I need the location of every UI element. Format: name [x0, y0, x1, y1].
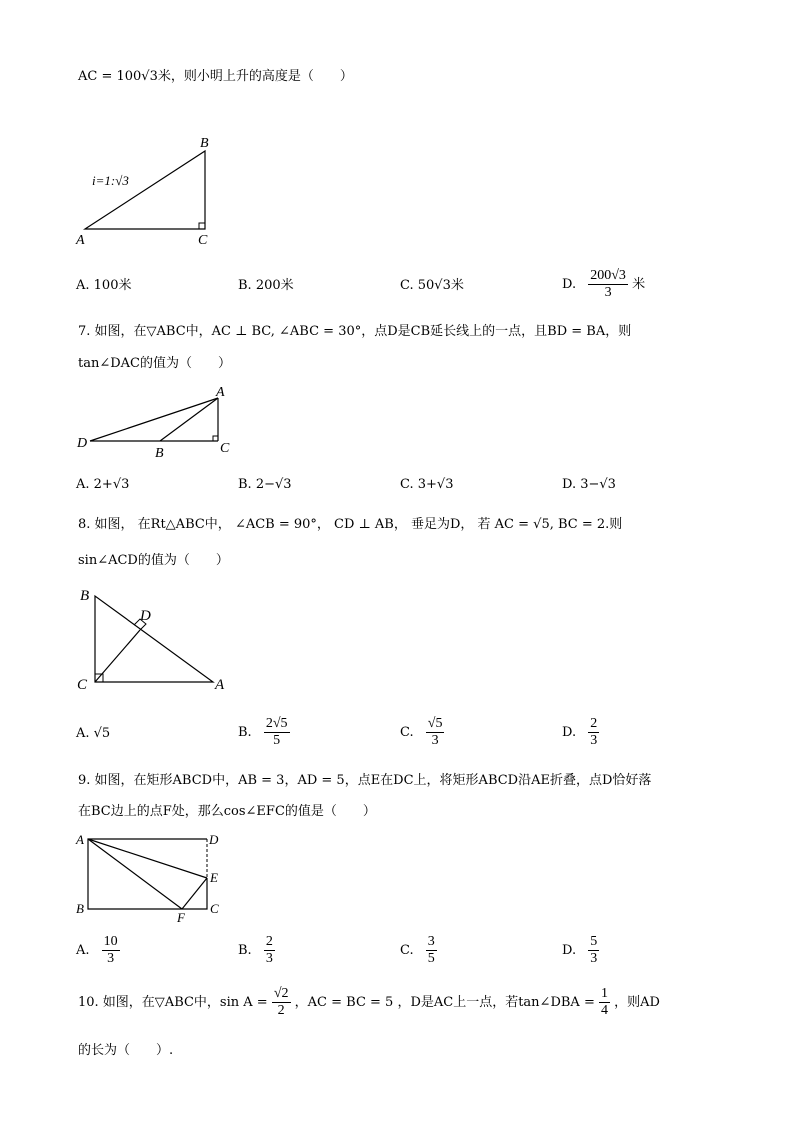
q9-option-a-den: 3	[107, 951, 115, 966]
q9-label-a: A	[76, 832, 84, 847]
q6-slope-label: i=1:√3	[92, 173, 129, 188]
q9-option-d-num: 5	[590, 934, 598, 949]
q8-option-a[interactable]: A. √5	[76, 726, 111, 741]
q8-option-b-den: 5	[273, 733, 281, 748]
q7-option-c[interactable]: C. 3+√3	[400, 477, 454, 492]
q9-option-a-fraction	[102, 934, 120, 967]
q9-option-a-num: 10	[103, 934, 118, 949]
q7-label-d: D	[77, 436, 88, 451]
q10-sin-fraction	[272, 986, 291, 1019]
q9-option-c-prefix: C.	[400, 943, 414, 958]
q10-sin-den: 2	[277, 1003, 285, 1018]
q10-line1-a: 10. 如图，在▽ABC中，sin A =	[78, 995, 268, 1010]
q6-option-d-prefix: D.	[562, 277, 577, 292]
q6-label-c: C	[198, 233, 208, 248]
q9-line1: 9. 如图，在矩形ABCD中，AB = 3，AD = 5，点E在DC上，将矩形ABCD沿AE折叠，点D恰好落	[78, 773, 652, 788]
q7-label-b: B	[155, 446, 164, 461]
q8-label-c: C	[77, 677, 88, 693]
q7-label-a: A	[216, 385, 225, 400]
q8-option-b-num: 2√5	[265, 716, 288, 731]
q7-line2: tan∠DAC的值为（ ）	[78, 356, 231, 371]
q7-label-c: C	[220, 441, 230, 456]
q6-label-b: B	[200, 136, 209, 151]
q8-label-d: D	[140, 608, 151, 624]
q8-option-c-prefix: C.	[400, 725, 414, 740]
q6-option-c[interactable]: C. 50√3米	[400, 278, 464, 293]
q7-option-b[interactable]: B. 2−√3	[238, 477, 292, 492]
q9-label-d: D	[209, 832, 219, 847]
q10-line1-c: ，则AD	[614, 995, 660, 1010]
q10-line1	[78, 986, 660, 1019]
q8-option-d-den: 3	[590, 733, 598, 748]
q9-option-c-num: 3	[427, 934, 435, 949]
q9-option-d-prefix: D.	[562, 943, 577, 958]
q9-option-b-den: 3	[265, 951, 273, 966]
q6-option-d-den: 3	[604, 285, 612, 300]
q10-tan-num: 1	[600, 986, 608, 1001]
q7-line1: 7. 如图，在▽ABC中，AC ⊥ BC, ∠ABC = 30°，点D是CB延长线上的一点，且BD = BA，则	[78, 324, 632, 339]
q6-option-b[interactable]: B. 200米	[238, 278, 294, 293]
q8-option-c-num: √5	[427, 716, 443, 731]
q7-option-d[interactable]: D. 3−√3	[562, 477, 616, 492]
q8-option-b-prefix: B.	[238, 725, 252, 740]
q9-label-c: C	[210, 901, 219, 916]
q8-line1: 8. 如图， 在Rt△ABC中， ∠ACB = 90°， CD ⊥ AB， 垂足为D， 若 AC = √5, BC = 2.则	[78, 517, 623, 532]
q8-line2: sin∠ACD的值为（ ）	[78, 553, 229, 568]
q10-line1-b: ，AC = BC = 5 ，D是AC上一点，若tan∠DBA =	[294, 995, 595, 1010]
q9-option-c-fraction	[426, 934, 437, 967]
q9-label-f: F	[177, 910, 185, 925]
q8-label-b: B	[80, 588, 90, 604]
q9-option-d[interactable]	[562, 934, 599, 967]
q9-option-b-prefix: B.	[238, 943, 252, 958]
q9-option-c-den: 5	[427, 951, 435, 966]
q6-option-a[interactable]: A. 100米	[76, 278, 132, 293]
q7-option-a[interactable]: A. 2+√3	[76, 477, 130, 492]
q9-option-c[interactable]	[400, 934, 437, 967]
q9-option-b-fraction	[264, 934, 275, 967]
q10-sin-num: √2	[273, 986, 289, 1001]
q6-stem: AC = 100√3米，则小明上升的高度是（ ）	[78, 69, 353, 84]
q9-option-b-num: 2	[265, 934, 273, 949]
q8-option-d-prefix: D.	[562, 725, 577, 740]
q9-option-d-fraction	[588, 934, 599, 967]
q10-line2: 的长为（ ）.	[78, 1043, 174, 1058]
q10-tan-fraction	[599, 986, 610, 1019]
q6-label-a: A	[76, 233, 85, 248]
q9-option-d-den: 3	[590, 951, 598, 966]
q9-label-e: E	[210, 870, 218, 885]
q9-option-a[interactable]	[76, 934, 120, 967]
q9-option-b[interactable]	[238, 934, 275, 967]
q9-label-b: B	[76, 901, 84, 916]
q6-option-d-unit: 米	[632, 277, 646, 292]
q8-label-a: A	[215, 677, 225, 693]
q10-tan-den: 4	[600, 1003, 608, 1018]
q9-option-a-prefix: A.	[76, 943, 90, 958]
q8-option-c-den: 3	[431, 733, 439, 748]
q8-option-d-num: 2	[590, 716, 598, 731]
q9-line2: 在BC边上的点F处，那么cos∠EFC的值是（ ）	[78, 804, 376, 819]
q6-option-d-num: 200√3	[590, 268, 626, 283]
